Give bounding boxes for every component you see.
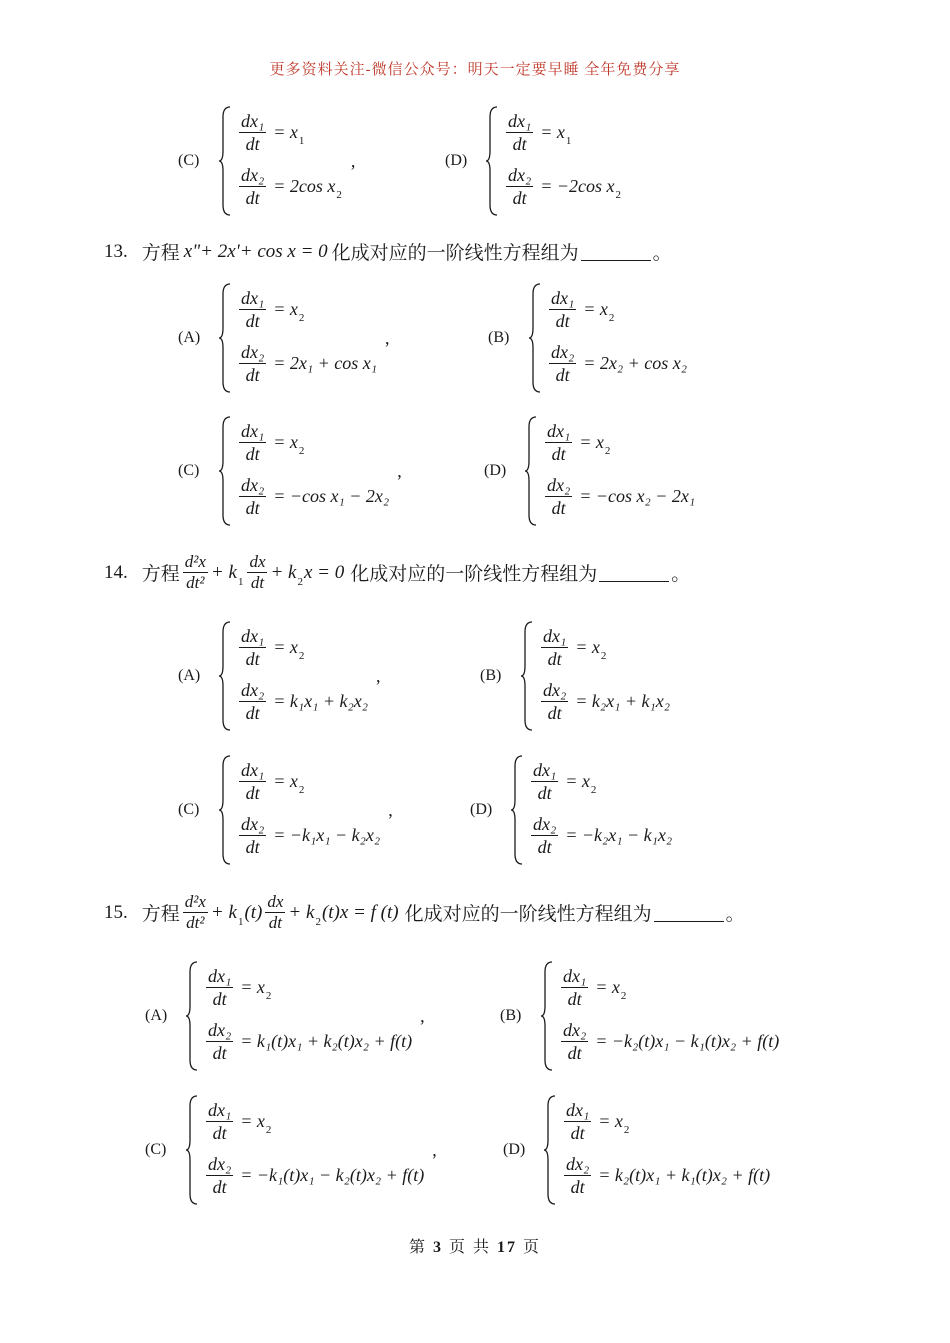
option-label: (B) [480, 667, 502, 684]
answer-blank[interactable] [654, 903, 724, 922]
total-page-count: 17 [497, 1239, 517, 1256]
answer-blank[interactable] [581, 242, 651, 261]
q13-option-a[interactable]: (A) $\frac{\text{dx₁}}{dt}$ = x 2 $\frac{\text{dx₂}}{dt}$ = 2x₁ + cos x₁ , [178, 282, 390, 394]
q13-option-d[interactable] [484, 415, 695, 527]
current-page-number: 3 [432, 1239, 443, 1256]
left-brace [520, 620, 534, 732]
option-label: (C) [178, 801, 200, 818]
option-label: (C) [178, 152, 200, 169]
equation-1: $\frac{\text{dx₁}}{dt}$ = x 2 [208, 965, 272, 1009]
equation-system [524, 415, 695, 527]
left-brace [540, 960, 554, 1072]
q15-option-d[interactable] [503, 1094, 770, 1206]
option-label: (A) [145, 1007, 168, 1024]
left-brace [185, 960, 199, 1072]
option-label: (B) [500, 1007, 522, 1024]
q14-option-d[interactable] [470, 754, 672, 866]
equation: x"+ 2x'+ cos x = 0 [183, 240, 328, 262]
option-label: (B) [488, 329, 510, 346]
equation-2: $\frac{\text{dx₂}}{dt}$ = k₁x₁ + k₂x₂ [241, 679, 369, 723]
equation-system [540, 960, 779, 1072]
page-header-banner: 更多资料关注-微信公众号：明天一定要早睡 全年免费分享 [269, 62, 681, 78]
equation-2: $\frac{\text{dx₂}}{dt}$ = 2x₁ + cos x₁ [241, 341, 378, 385]
left-brace [510, 754, 524, 866]
left-brace [218, 754, 232, 866]
equation-1: $\frac{\text{dx₁}}{dt}$ = x 2 [543, 625, 607, 669]
option-label: (D) [445, 152, 468, 169]
question-14: 14. 方程 $\frac{\text{d²x}}{\text{dt²}}$ + k 1 $\frac{dx}{dt}$ + k 2 x = 0 化成对应的一阶线性方程组为 。 [104, 552, 691, 592]
equation-1: $\frac{\text{dx₁}}{dt}$ = x 2 [241, 625, 305, 669]
question-13: 13. 方程 x"+ 2x'+ cos x = 0 化成对应的一阶线性方程组为 。 [104, 240, 672, 264]
left-brace [185, 1094, 199, 1206]
q13-option-b[interactable] [488, 282, 687, 394]
equation-1: $\frac{\text{dx₁}}{dt}$ = x 2 [533, 759, 597, 803]
q15-option-b[interactable] [500, 960, 779, 1072]
equation-1: $\frac{\text{dx₁}}{dt}$ = x 2 [566, 1099, 630, 1143]
equation-1: $\frac{\text{dx₁}}{dt}$ = x 2 [241, 287, 305, 331]
left-brace [543, 1094, 557, 1206]
equation-system [528, 282, 687, 394]
left-brace [218, 620, 232, 732]
equation-2: $\frac{\text{dx₂}}{dt}$ = k₁(t)x₁ + k₂(t)x₂ + f(t) [208, 1019, 413, 1063]
option-label: (A) [178, 667, 201, 684]
equation-2: $\frac{\text{dx₂}}{dt}$ = −k₂(t)x₁ − k₁(t)x₂ + f(t) [563, 1019, 780, 1063]
equation-2: $\frac{\text{dx₂}}{dt}$ = 2cos x 2 [241, 164, 342, 208]
equation-system [485, 105, 622, 217]
option-label: (C) [145, 1141, 167, 1158]
equation-1: $\frac{\text{dx₁}}{dt}$ = x 2 [241, 759, 305, 803]
equation-system [218, 754, 380, 866]
equation-2: $\frac{\text{dx₂}}{dt}$ = −cos x₁ − 2x₂ [241, 474, 390, 518]
equation-system [218, 620, 368, 732]
equation-1: $\frac{\text{dx₁}}{dt}$ = x 2 [208, 1099, 272, 1143]
equation-system [218, 105, 343, 217]
equation-2: $\frac{\text{dx₂}}{dt}$ = −k₁x₁ − k₂x₂ [241, 813, 381, 857]
equation-system [185, 960, 412, 1072]
equation-1: $\frac{\text{dx₁}}{dt}$ = x 2 [551, 287, 615, 331]
equation-1: $\frac{\text{dx₁}}{dt}$ = x 1 [241, 110, 305, 154]
equation-system [543, 1094, 770, 1206]
left-brace [528, 282, 542, 394]
equation-2: $\frac{\text{dx₂}}{dt}$ = −cos x₂ − 2x₁ [547, 474, 696, 518]
left-brace [218, 282, 232, 394]
equation-1: $\frac{\text{dx₁}}{dt}$ = x 2 [547, 420, 611, 464]
prev-option-c[interactable]: (C) $\frac{\text{dx₁}}{dt}$ = x 1 $\frac{\text{dx₂}}{dt}$ = 2cos x 2 , [178, 105, 355, 217]
left-brace [218, 105, 232, 217]
equation-1: $\frac{\text{dx₁}}{dt}$ = x 2 [241, 420, 305, 464]
equation-system [185, 1094, 424, 1206]
equation-2: $\frac{\text{dx₂}}{dt}$ = −k₁(t)x₁ − k₂(t)x₂ + f(t) [208, 1153, 425, 1197]
equation-2: $\frac{\text{dx₂}}{dt}$ = k₂x₁ + k₁x₂ [543, 679, 671, 723]
option-label: (D) [484, 462, 507, 479]
option-label: (D) [470, 801, 493, 818]
equation-1: $\frac{\text{dx₁}}{dt}$ = x 1 [508, 110, 572, 154]
left-brace [485, 105, 499, 217]
equation-1: $\frac{\text{dx₁}}{dt}$ = x 2 [563, 965, 627, 1009]
q13-option-c[interactable]: (C) $\frac{\text{dx₁}}{dt}$ = x 2 $\frac{\text{dx₂}}{dt}$ = −cos x₁ − 2x₂ , [178, 415, 402, 527]
page-footer: 第 3 页 共 17 页 [408, 1239, 542, 1256]
equation-system [510, 754, 672, 866]
left-brace [524, 415, 538, 527]
q14-option-b[interactable] [480, 620, 670, 732]
answer-blank[interactable] [599, 563, 669, 582]
equation-2: $\frac{\text{dx₂}}{dt}$ = −2cos x 2 [508, 164, 622, 208]
equation-system [218, 282, 377, 394]
option-label: (D) [503, 1141, 526, 1158]
q15-option-c[interactable]: (C) $\frac{\text{dx₁}}{dt}$ = x 2 $\frac{\text{dx₂}}{dt}$ = −k₁(t)x₁ − k₂(t)x₂ + f(t) , [145, 1094, 437, 1206]
equation-system [218, 415, 389, 527]
question-15: 15. 方程 $\frac{\text{d²x}}{\text{dt²}}$ + k 1 (t) $\frac{dx}{dt}$ + k 2 (t)x = f (t) 化成对应的一阶线性方程组为 。 [104, 892, 745, 932]
option-label: (A) [178, 329, 201, 346]
q14-option-a[interactable]: (A) $\frac{\text{dx₁}}{dt}$ = x 2 $\frac{\text{dx₂}}{dt}$ = k₁x₁ + k₂x₂ , [178, 620, 381, 732]
left-brace [218, 415, 232, 527]
q15-option-a[interactable]: (A) $\frac{\text{dx₁}}{dt}$ = x 2 $\frac{\text{dx₂}}{dt}$ = k₁(t)x₁ + k₂(t)x₂ + f(t) , [145, 960, 425, 1072]
equation-2: $\frac{\text{dx₂}}{dt}$ = k₂(t)x₁ + k₁(t)x₂ + f(t) [566, 1153, 771, 1197]
q14-option-c[interactable]: (C) $\frac{\text{dx₁}}{dt}$ = x 2 $\frac{\text{dx₂}}{dt}$ = −k₁x₁ − k₂x₂ , [178, 754, 393, 866]
equation-2: $\frac{\text{dx₂}}{dt}$ = −k₂x₁ − k₁x₂ [533, 813, 673, 857]
prev-option-d[interactable] [445, 105, 622, 217]
equation-system [520, 620, 670, 732]
equation-2: $\frac{\text{dx₂}}{dt}$ = 2x₂ + cos x₂ [551, 341, 688, 385]
option-label: (C) [178, 462, 200, 479]
